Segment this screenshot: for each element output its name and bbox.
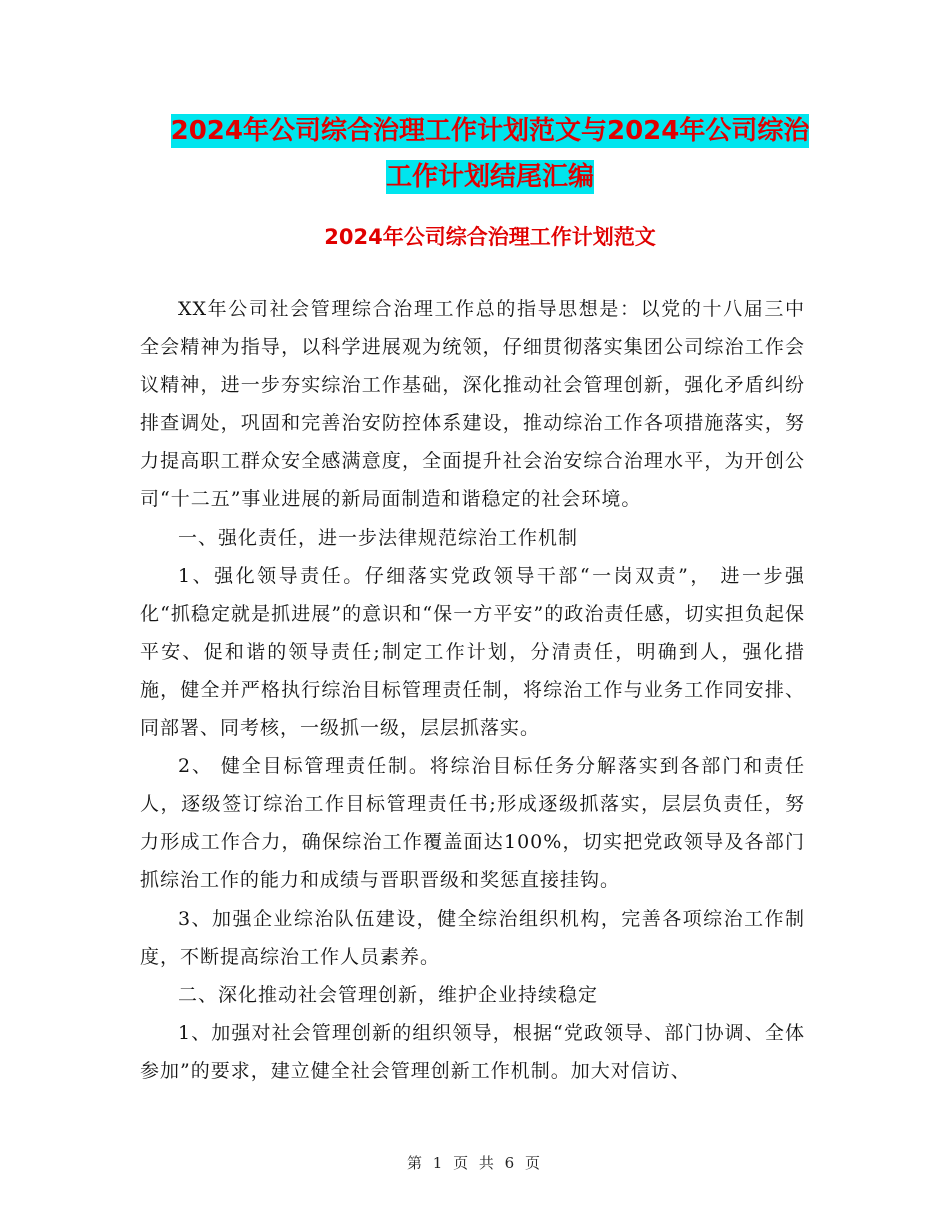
paragraph-1-2: 2、 健全目标管理责任制。将综治目标任务分解落实到各部门和责任人，逐级签订综治工作目标管理责任书;形成逐级抓落实，层层负责任，努力形成工作合力，确保综治工作覆盖面达100%，切实把党政领导及各部门抓综治工作的能力和成绩与晋职晋级和奖惩直接挂钩。 bbox=[140, 755, 805, 892]
paragraph-1-3: 3、加强企业综治队伍建设，健全综治组织机构，完善各项综治工作制度，不断提高综治工作人员素养。 bbox=[140, 907, 805, 968]
paragraph-1-1: 1、强化领导责任。仔细落实党政领导干部“一岗双责”， 进一步强化“抓稳定就是抓进展”的意识和“保一方平安”的政治责任感，切实担负起保平安、促和谐的领导责任;制定工作计划，分清责任，明确到人，强化措施，健全并严格执行综治目标管理责任制，将综治工作与业务工作同安排、同部署、同考核，一级抓一级，层层抓落实。 bbox=[140, 564, 805, 740]
document-title-line-2: 工作计划结尾汇编 bbox=[385, 162, 594, 192]
page-footer: 第 1 页 共 6 页 bbox=[407, 1154, 543, 1172]
paragraph-2-1: 1、加强对社会管理创新的组织领导，根据“党政领导、部门协调、全体参加”的要求，建立健全社会管理创新工作机制。加大对信访、 bbox=[140, 1021, 805, 1082]
document-title-line-1: 2024年公司综合治理工作计划范文与2024年公司综治 bbox=[170, 116, 810, 146]
heading-section-2: 二、深化推动社会管理创新，维护企业持续稳定 bbox=[178, 983, 599, 1006]
paragraph-intro: XX年公司社会管理综合治理工作总的指导思想是：以党的十八届三中全会精神为指导，以科学进展观为统领，仔细贯彻落实集团公司综治工作会议精神，进一步夯实综治工作基础，深化推动社会管理创新，强化矛盾纠纷排查调处，巩固和完善治安防控体系建设，推动综治工作各项措施落实，努力提高职工群众安全感满意度，全面提升社会治安综合治理水平，为开创公司“十二五”事业进展的新局面制造和谐稳定的社会环境。 bbox=[140, 298, 805, 511]
document-title bbox=[140, 108, 840, 200]
heading-section-1: 一、强化责任，进一步法律规范综治工作机制 bbox=[178, 526, 579, 549]
document-body bbox=[140, 290, 805, 1090]
section-title: 2024年公司综合治理工作计划范文 bbox=[324, 225, 656, 249]
